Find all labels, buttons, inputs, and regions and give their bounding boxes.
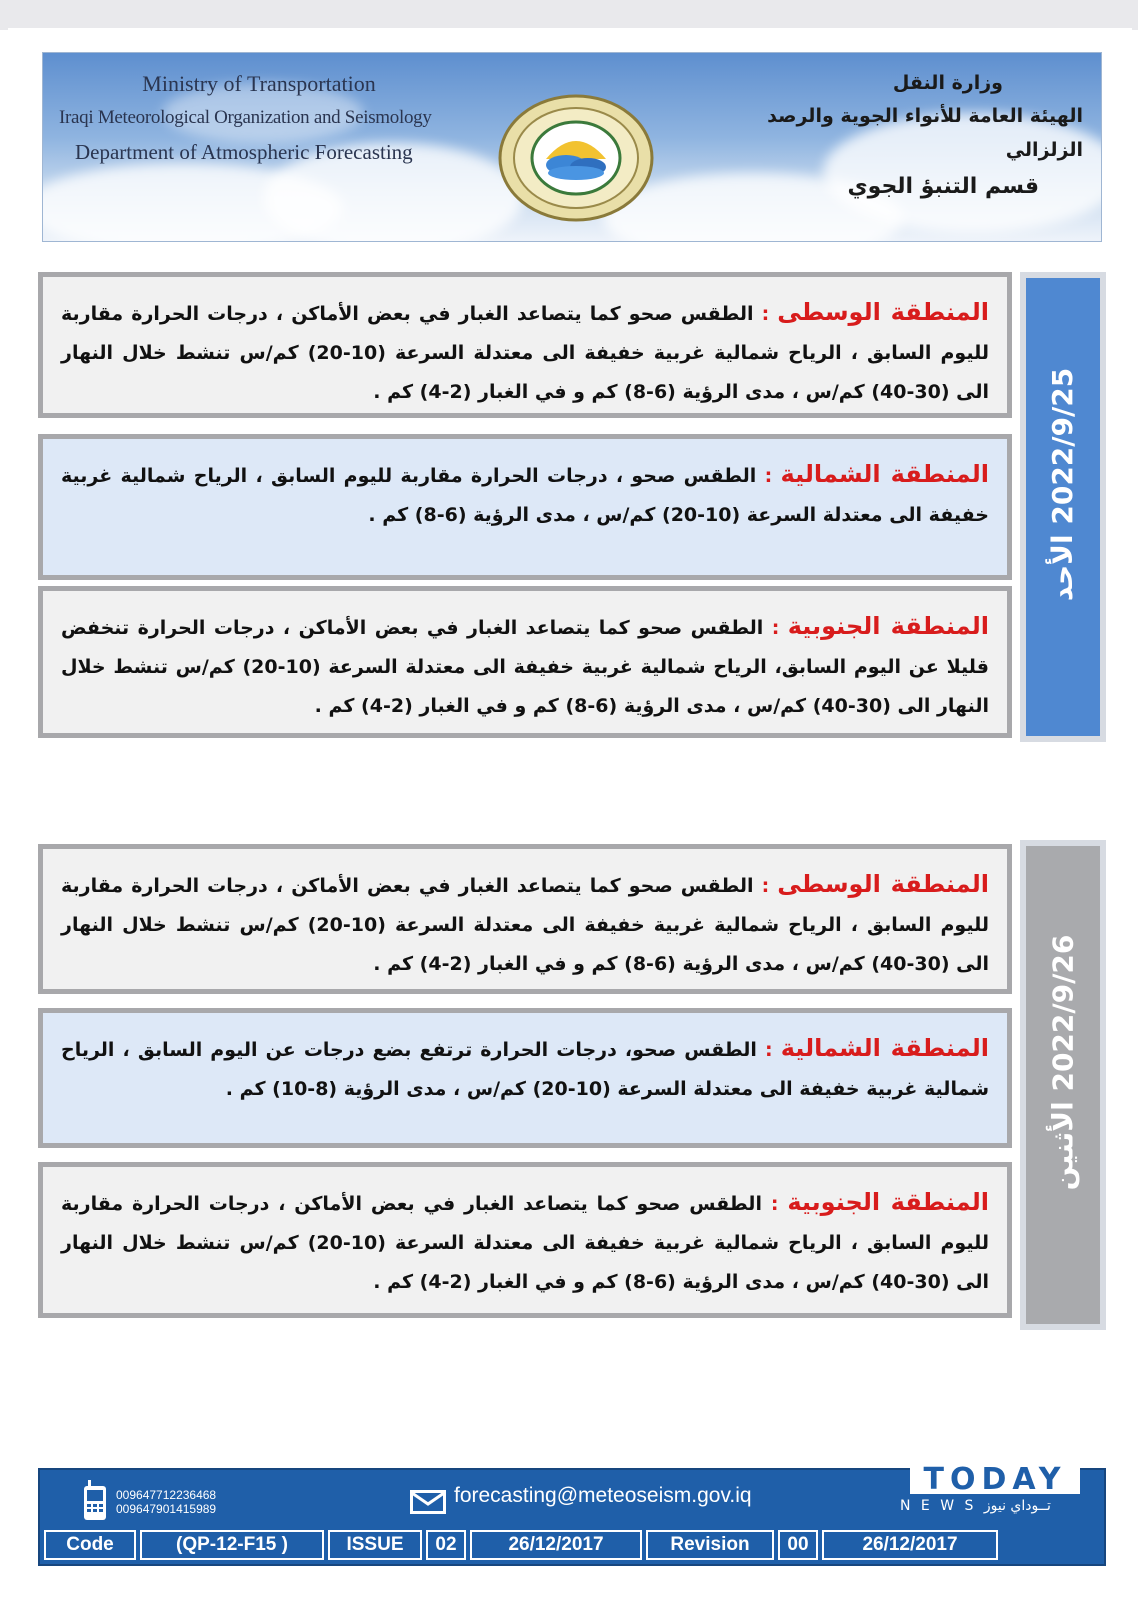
region-text: الطقس صحو، درجات الحرارة ترتفع بضع درجات عن اليوم السابق ، الرياح شمالية غربية خفيفة الى معتدلة السرعة (10-20) كم/س ، مدى الرؤية (8-10) كم . xyxy=(61,1039,989,1100)
region-box-southern: المنطقة الجنوبية : الطقس صحو كما يتصاعد الغبار في بعض الأماكن ، درجات الحرارة مقاربة لليوم السابق ، الرياح شمالية غربية خفيفة الى معتدلة السرعة (10-20) كم/س تنشط خلال النهار الى (30-40) كم/س ، مدى الرؤية (6-8) كم و في الغبار (2-4) كم . xyxy=(38,1162,1012,1318)
issue-number: 02 xyxy=(426,1530,466,1560)
envelope-icon xyxy=(410,1490,446,1514)
region-title: المنطقة الوسطى xyxy=(777,298,989,326)
day-name: الأثنين xyxy=(1046,1100,1080,1190)
organization-name-en: Iraqi Meteorological Organization and Seismology xyxy=(59,107,432,128)
revision-date: 26/12/2017 xyxy=(822,1530,998,1560)
department-name-en: Department of Atmospheric Forecasting xyxy=(75,140,413,164)
region-text: الطقس صحو كما يتصاعد الغبار في بعض الأماكن ، درجات الحرارة مقاربة لليوم السابق ، الرياح شمالية غربية خفيفة الى معتدلة السرعة (10-20) كم/س تنشط خلال النهار الى (30-40) كم/س ، مدى الرؤية (6-8) كم و في الغبار (2-4) كم . xyxy=(61,875,989,975)
region-box-northern: المنطقة الشمالية : الطقس صحو ، درجات الحرارة مقاربة لليوم السابق ، الرياح شمالية غربية خفيفة الى معتدلة السرعة (10-20) كم/س ، مدى الرؤية (6-8) كم . xyxy=(38,434,1012,580)
document-sheet xyxy=(8,28,1132,1600)
watermark-caption: N E W S تــوداي نيوز xyxy=(900,1498,1051,1514)
date-label xyxy=(1047,367,1080,646)
document-code-row xyxy=(44,1530,1100,1560)
revision-label: Revision xyxy=(646,1530,774,1560)
revision-number: 00 xyxy=(778,1530,818,1560)
region-text: الطقس صحو كما يتصاعد الغبار في بعض الأماكن ، درجات الحرارة مقاربة لليوم السابق ، الرياح شمالية غربية خفيفة الى معتدلة السرعة (10-20) كم/س تنشط خلال النهار الى (30-40) كم/س ، مدى الرؤية (6-8) كم و في الغبار (2-4) كم . xyxy=(61,303,989,403)
date-label xyxy=(1047,934,1080,1236)
organization-name-ar: الهيئة العامة للأنواء الجوية والرصد الزلزالي xyxy=(767,105,1083,161)
day-date: 2022/9/25 xyxy=(1046,367,1080,525)
date-column xyxy=(1020,272,1106,742)
code-value: (QP-12-F15 ) xyxy=(140,1530,324,1560)
region-box-southern: المنطقة الجنوبية : الطقس صحو كما يتصاعد الغبار في بعض الأماكن ، درجات الحرارة تنخفض قليلا عن اليوم السابق، الرياح شمالية غربية خفيفة الى معتدلة السرعة (10-20) كم/س تنشط خلال النهار الى (30-40) كم/س ، مدى الرؤية (6-8) كم و في الغبار (2-4) كم . xyxy=(38,586,1012,738)
ministry-name-en: Ministry of Transportation xyxy=(142,71,376,96)
phone-number: 009647712236468 xyxy=(116,1488,217,1502)
region-text: الطقس صحو ، درجات الحرارة مقاربة لليوم السابق ، الرياح شمالية غربية خفيفة الى معتدلة السرعة (10-20) كم/س ، مدى الرؤية (6-8) كم . xyxy=(61,465,989,526)
phone-number: 009647901415989 xyxy=(116,1502,217,1516)
header-arabic-block xyxy=(763,67,1083,207)
region-box-central: المنطقة الوسطى : الطقس صحو كما يتصاعد الغبار في بعض الأماكن ، درجات الحرارة مقاربة لليوم السابق ، الرياح شمالية غربية خفيفة الى معتدلة السرعة (10-20) كم/س تنشط خلال النهار الى (30-40) كم/س ، مدى الرؤية (6-8) كم و في الغبار (2-4) كم . xyxy=(38,844,1012,994)
date-column xyxy=(1020,840,1106,1330)
watermark-logo-text: TODAY xyxy=(910,1466,1080,1494)
code-label: Code xyxy=(44,1530,136,1560)
department-name-ar: قسم التنبؤ الجوي xyxy=(847,174,1039,199)
region-title: المنطقة الوسطى xyxy=(777,870,989,898)
region-text: الطقس صحو كما يتصاعد الغبار في بعض الأماكن ، درجات الحرارة تنخفض قليلا عن اليوم السابق، الرياح شمالية غربية خفيفة الى معتدلة السرعة (10-20) كم/س تنشط خلال النهار الى (30-40) كم/س ، مدى الرؤية (6-8) كم و في الغبار (2-4) كم . xyxy=(61,617,989,717)
forecast-day-2 xyxy=(38,840,1106,1330)
region-title: المنطقة الجنوبية xyxy=(787,1188,989,1216)
contact-row xyxy=(40,1466,1104,1532)
issue-date: 26/12/2017 xyxy=(470,1530,642,1560)
ministry-name-ar: وزارة النقل xyxy=(892,72,1003,94)
day-date: 2022/9/26 xyxy=(1046,934,1080,1092)
today-news-watermark xyxy=(900,1466,1100,1530)
region-title: المنطقة الشمالية xyxy=(780,1034,990,1062)
region-text: الطقس صحو كما يتصاعد الغبار في بعض الأماكن ، درجات الحرارة مقاربة لليوم السابق ، الرياح شمالية غربية خفيفة الى معتدلة السرعة (10-20) كم/س تنشط خلال النهار الى (30-40) كم/س ، مدى الرؤية (6-8) كم و في الغبار (2-4) كم . xyxy=(61,1193,989,1293)
region-box-northern: المنطقة الشمالية : الطقس صحو، درجات الحرارة ترتفع بضع درجات عن اليوم السابق ، الرياح شمالية غربية خفيفة الى معتدلة السرعة (10-20) كم/س ، مدى الرؤية (8-10) كم . xyxy=(38,1008,1012,1148)
mobile-phone-icon xyxy=(80,1480,110,1522)
email-address[interactable]: forecasting@meteoseism.gov.iq xyxy=(454,1484,752,1507)
day-name: الأحد xyxy=(1046,533,1080,601)
region-title: المنطقة الجنوبية xyxy=(787,612,990,640)
page-top-edge xyxy=(0,0,1138,30)
issue-label: ISSUE xyxy=(328,1530,422,1560)
header-banner xyxy=(42,52,1102,242)
meteorological-organization-seal-icon xyxy=(496,93,656,223)
document-footer xyxy=(38,1468,1106,1566)
phone-numbers xyxy=(116,1488,216,1516)
region-title: المنطقة الشمالية xyxy=(780,460,990,488)
region-box-central: المنطقة الوسطى : الطقس صحو كما يتصاعد الغبار في بعض الأماكن ، درجات الحرارة مقاربة لليوم السابق ، الرياح شمالية غربية خفيفة الى معتدلة السرعة (10-20) كم/س تنشط خلال النهار الى (30-40) كم/س ، مدى الرؤية (6-8) كم و في الغبار (2-4) كم . xyxy=(38,272,1012,418)
header-english-block xyxy=(59,67,432,169)
forecast-day-1 xyxy=(38,272,1106,742)
